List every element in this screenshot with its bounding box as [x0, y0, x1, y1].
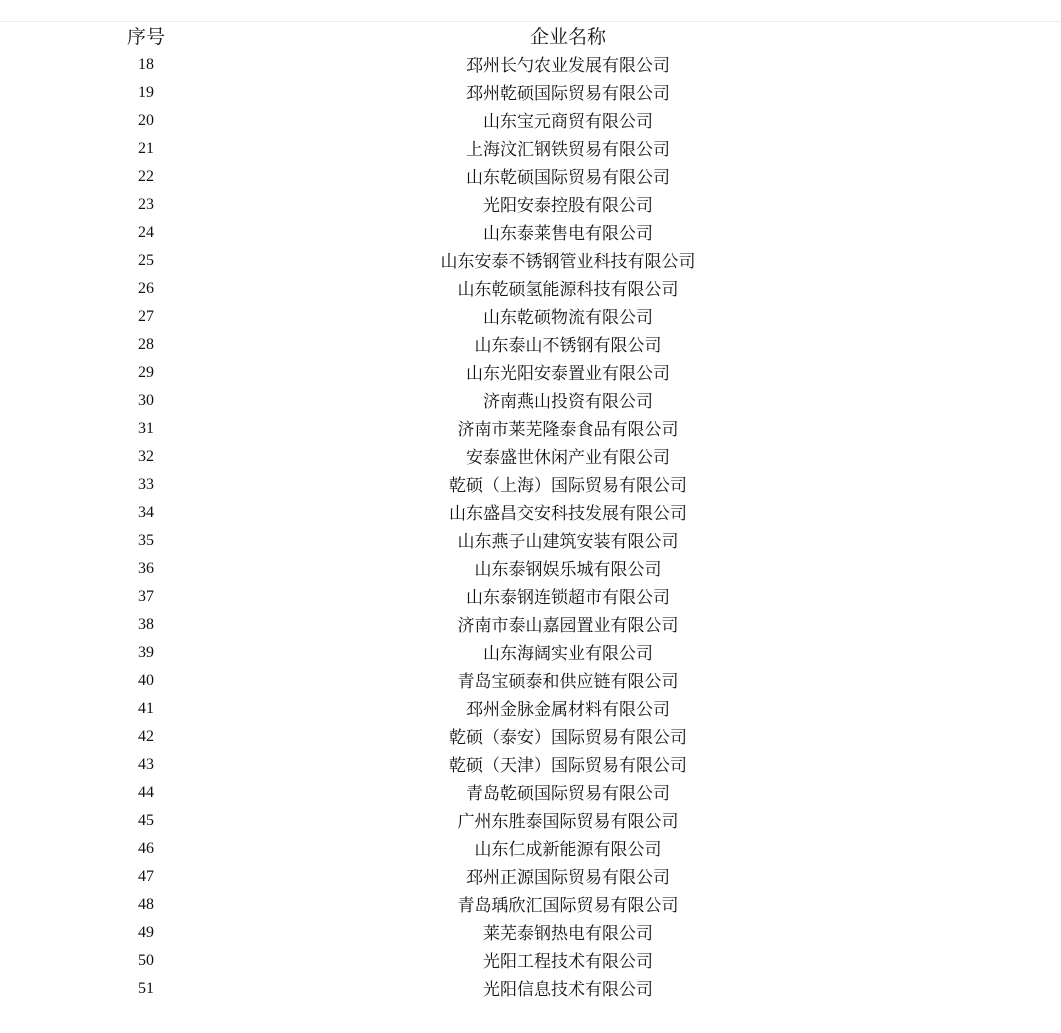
row-company-name: 山东泰莱售电有限公司 — [483, 224, 653, 244]
row-company-name: 邳州金脉金属材料有限公司 — [466, 700, 670, 720]
table-row — [0, 388, 1061, 416]
row-company-name: 山东安泰不锈钢管业科技有限公司 — [440, 252, 696, 272]
row-serial-number: 34 — [138, 504, 154, 521]
row-company-name: 光阳安泰控股有限公司 — [483, 196, 653, 216]
row-company-name: 山东盛昌交安科技发展有限公司 — [449, 504, 687, 524]
row-serial-number: 49 — [138, 924, 154, 941]
table-row — [0, 192, 1061, 220]
table-row — [0, 52, 1061, 80]
row-serial-number: 36 — [138, 560, 154, 577]
row-company-name: 青岛宝硕泰和供应链有限公司 — [457, 672, 679, 692]
table-row — [0, 836, 1061, 864]
row-serial-number: 44 — [138, 784, 154, 801]
table-row — [0, 976, 1061, 1004]
row-serial-number: 23 — [138, 196, 154, 213]
row-serial-number: 25 — [138, 252, 154, 269]
row-serial-number: 38 — [138, 616, 154, 633]
table-row — [0, 500, 1061, 528]
row-company-name: 青岛瑀欣汇国际贸易有限公司 — [457, 896, 679, 916]
table-row — [0, 752, 1061, 780]
row-company-name: 山东泰钢连锁超市有限公司 — [466, 588, 670, 608]
row-serial-number: 40 — [138, 672, 154, 689]
row-company-name: 广州东胜泰国际贸易有限公司 — [457, 812, 679, 832]
table-row — [0, 668, 1061, 696]
row-serial-number: 42 — [138, 728, 154, 745]
row-company-name: 安泰盛世休闲产业有限公司 — [466, 448, 670, 468]
table-row — [0, 80, 1061, 108]
table-body — [0, 52, 1061, 1004]
table-row — [0, 696, 1061, 724]
row-serial-number: 22 — [138, 168, 154, 185]
row-serial-number: 20 — [138, 112, 154, 129]
row-serial-number: 39 — [138, 644, 154, 661]
table-row — [0, 640, 1061, 668]
table-row — [0, 360, 1061, 388]
table-row — [0, 612, 1061, 640]
table-row — [0, 584, 1061, 612]
row-company-name: 山东仁成新能源有限公司 — [474, 840, 662, 860]
row-company-name: 济南市泰山嘉园置业有限公司 — [457, 616, 679, 636]
row-company-name: 山东光阳安泰置业有限公司 — [466, 364, 670, 384]
row-serial-number: 46 — [138, 840, 154, 857]
row-serial-number: 31 — [138, 420, 154, 437]
row-serial-number: 51 — [138, 980, 154, 997]
table-row — [0, 304, 1061, 332]
table-row — [0, 136, 1061, 164]
table-row — [0, 808, 1061, 836]
table-header — [0, 22, 1061, 52]
row-company-name: 山东海阔实业有限公司 — [483, 644, 653, 664]
row-company-name: 山东燕子山建筑安装有限公司 — [457, 532, 679, 552]
table-row — [0, 332, 1061, 360]
table-row — [0, 472, 1061, 500]
row-company-name: 光阳信息技术有限公司 — [483, 980, 653, 1000]
table-row — [0, 444, 1061, 472]
row-serial-number: 28 — [138, 336, 154, 353]
table-row — [0, 416, 1061, 444]
row-company-name: 济南燕山投资有限公司 — [483, 392, 653, 412]
row-company-name: 乾硕（泰安）国际贸易有限公司 — [449, 728, 687, 748]
company-table — [0, 22, 1061, 1004]
row-company-name: 山东泰山不锈钢有限公司 — [474, 336, 662, 356]
row-company-name: 山东泰钢娱乐城有限公司 — [474, 560, 662, 580]
row-serial-number: 27 — [138, 308, 154, 325]
row-company-name: 光阳工程技术有限公司 — [483, 952, 653, 972]
row-serial-number: 18 — [138, 56, 154, 73]
row-serial-number: 45 — [138, 812, 154, 829]
table-row — [0, 892, 1061, 920]
row-company-name: 济南市莱芜隆泰食品有限公司 — [457, 420, 679, 440]
row-company-name: 山东宝元商贸有限公司 — [483, 112, 653, 132]
row-serial-number: 41 — [138, 700, 154, 717]
row-serial-number: 24 — [138, 224, 154, 241]
row-serial-number: 35 — [138, 532, 154, 549]
table-row — [0, 920, 1061, 948]
row-serial-number: 48 — [138, 896, 154, 913]
row-company-name: 青岛乾硕国际贸易有限公司 — [466, 784, 670, 804]
row-serial-number: 29 — [138, 364, 154, 381]
table-row — [0, 864, 1061, 892]
row-company-name: 山东乾硕氢能源科技有限公司 — [457, 280, 679, 300]
table-row — [0, 556, 1061, 584]
row-company-name: 邳州正源国际贸易有限公司 — [466, 868, 670, 888]
row-serial-number: 26 — [138, 280, 154, 297]
row-serial-number: 33 — [138, 476, 154, 493]
row-serial-number: 47 — [138, 868, 154, 885]
header-serial-number: 序号 — [126, 26, 165, 48]
row-company-name: 上海汶汇钢铁贸易有限公司 — [466, 140, 670, 160]
row-serial-number: 19 — [138, 84, 154, 101]
table-row — [0, 948, 1061, 976]
row-company-name: 山东乾硕国际贸易有限公司 — [466, 168, 670, 188]
table-row — [0, 724, 1061, 752]
row-serial-number: 37 — [138, 588, 154, 605]
table-row — [0, 780, 1061, 808]
row-serial-number: 21 — [138, 140, 154, 157]
row-serial-number: 50 — [138, 952, 154, 969]
table-row — [0, 108, 1061, 136]
row-serial-number: 32 — [138, 448, 154, 465]
row-company-name: 乾硕（天津）国际贸易有限公司 — [449, 756, 687, 776]
row-company-name: 邳州乾硕国际贸易有限公司 — [466, 84, 670, 104]
row-company-name: 莱芜泰钢热电有限公司 — [483, 924, 653, 944]
table-row — [0, 220, 1061, 248]
row-company-name: 邳州长勺农业发展有限公司 — [466, 56, 670, 76]
table-row — [0, 248, 1061, 276]
table-row — [0, 164, 1061, 192]
table-row — [0, 276, 1061, 304]
table-row — [0, 528, 1061, 556]
row-serial-number: 43 — [138, 756, 154, 773]
header-company-name: 企业名称 — [529, 26, 606, 48]
row-company-name: 乾硕（上海）国际贸易有限公司 — [449, 476, 687, 496]
row-company-name: 山东乾硕物流有限公司 — [483, 308, 653, 328]
row-serial-number: 30 — [138, 392, 154, 409]
